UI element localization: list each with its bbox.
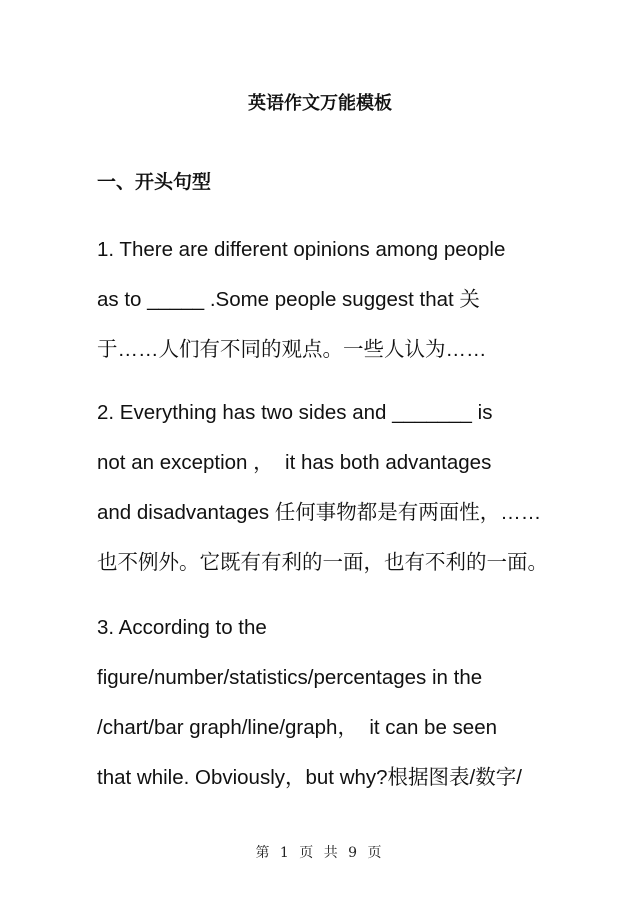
paragraph-line: and disadvantages 任何事物都是有两面性，…… <box>97 501 542 524</box>
paragraph-line: 也不例外。它既有有利的一面，也有不利的一面。 <box>97 551 548 574</box>
paragraph-line: 2. Everything has two sides and _______ is <box>97 401 493 424</box>
paragraph-line: not an exception ， it has both advantages <box>97 451 492 474</box>
section-heading: 一、开头句型 <box>97 172 212 193</box>
paragraph-line: 于……人们有不同的观点。一些人认为…… <box>97 338 487 361</box>
paragraph-line: as to _____ .Some people suggest that 关 <box>97 288 480 311</box>
paragraph-line: figure/number/statistics/percentages in the <box>97 666 483 689</box>
paragraph-line: /chart/bar graph/line/graph， it can be seen <box>97 716 497 739</box>
paragraph-line: that while. Obviously，but why?根据图表/数字/ <box>97 766 522 789</box>
document-title: 英语作文万能模板 <box>248 93 392 113</box>
paragraph-line: 1. There are different opinions among people <box>97 238 506 261</box>
page-footer: 第 1 页 共 9 页 <box>255 845 385 861</box>
paragraph-line: 3. According to the <box>97 616 267 639</box>
